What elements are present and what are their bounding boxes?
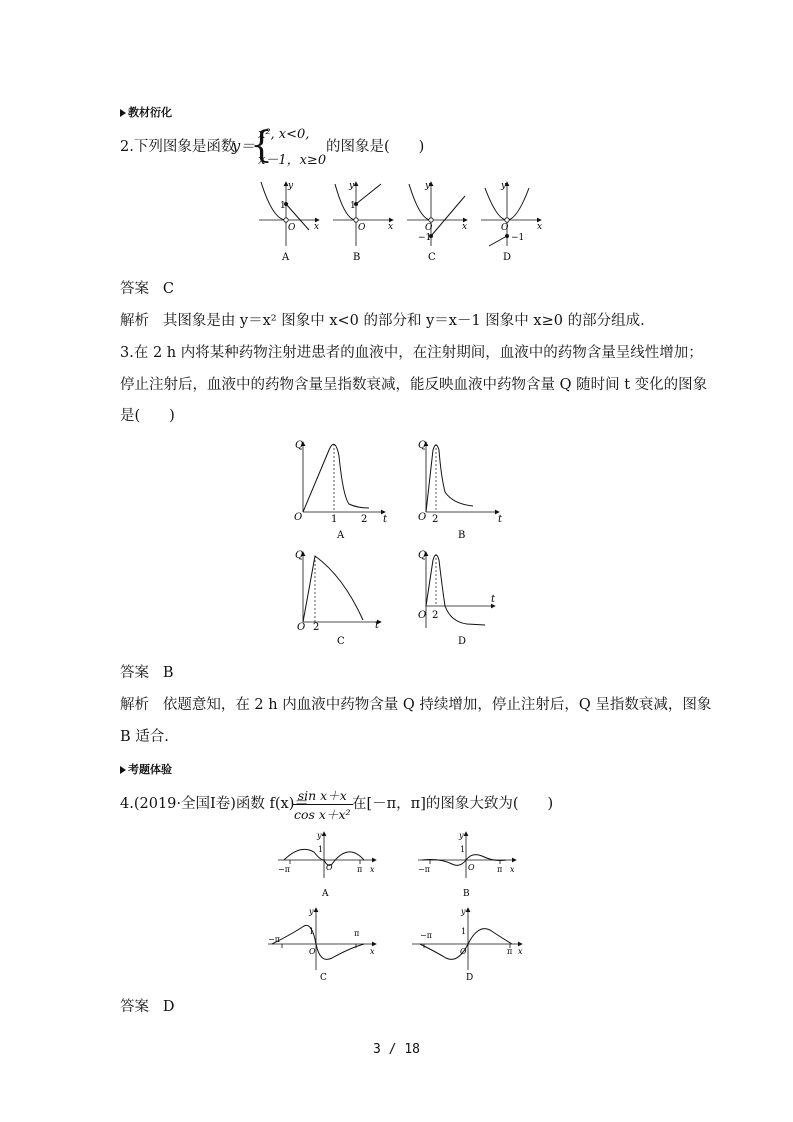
svg-text:x: x	[462, 222, 468, 232]
q4-stem-suffix: 在[－π，π]的图象大致为( )	[352, 796, 554, 812]
svg-text:t: t	[375, 620, 380, 631]
svg-text:A: A	[282, 252, 290, 263]
q2-stem-prefix: 2.下列图象是函数	[120, 139, 236, 155]
svg-text:D: D	[466, 973, 474, 983]
triangle-bullet-icon	[120, 766, 126, 774]
q2-stem-suffix: 的图象是( )	[326, 139, 425, 155]
svg-text:y: y	[309, 907, 314, 916]
q3-graphs	[285, 436, 515, 654]
q4-graph-a	[278, 831, 376, 899]
svg-text:1: 1	[309, 927, 315, 936]
analysis-text: 其图象是由 y＝x² 图象中 x<0 的部分和 y＝x－1 图象中 x≥0 的部分组成.	[162, 313, 645, 329]
svg-text:x: x	[370, 865, 375, 874]
svg-text:t: t	[491, 594, 496, 605]
svg-text:t: t	[498, 514, 503, 525]
svg-text:1: 1	[350, 201, 356, 211]
svg-text:A: A	[322, 889, 329, 899]
q3-stem-line3: 是( )	[120, 408, 175, 424]
answer-label: 答案	[120, 281, 149, 297]
svg-text:y: y	[461, 907, 466, 916]
svg-text:y: y	[501, 181, 507, 191]
q3-graph-c	[295, 550, 381, 647]
svg-text:A: A	[337, 530, 345, 541]
svg-text:O: O	[460, 947, 467, 956]
q3-analysis-line1	[120, 697, 711, 714]
svg-text:y: y	[288, 181, 294, 191]
page-number: 3 / 18	[373, 1042, 420, 1057]
q4-answer	[120, 999, 174, 1016]
svg-text:O: O	[358, 223, 366, 233]
svg-text:y: y	[459, 831, 464, 840]
svg-text:1: 1	[461, 927, 467, 936]
q4-numerator: sin x＋x	[292, 786, 353, 805]
triangle-bullet-icon	[120, 109, 126, 117]
svg-text:−1: −1	[418, 233, 432, 243]
svg-text:O: O	[468, 863, 475, 872]
svg-text:y: y	[317, 831, 322, 840]
svg-text:−π: −π	[268, 935, 280, 944]
svg-text:π: π	[354, 929, 360, 938]
svg-text:O: O	[418, 610, 427, 621]
q4-graph-b	[418, 831, 516, 899]
q4-graph-d	[412, 907, 523, 983]
svg-text:Q: Q	[295, 440, 304, 451]
svg-text:D: D	[503, 252, 512, 263]
svg-text:D: D	[458, 636, 467, 647]
svg-text:−π: −π	[418, 865, 430, 874]
svg-text:B: B	[458, 530, 466, 541]
svg-text:1: 1	[460, 845, 466, 854]
svg-text:π: π	[497, 865, 503, 874]
q4-graphs	[260, 830, 540, 986]
svg-text:x: x	[314, 222, 320, 232]
q4-denominator: cos x＋x²	[294, 807, 351, 822]
svg-text:1: 1	[331, 514, 338, 525]
svg-text:t: t	[383, 514, 388, 525]
analysis-label: 解析	[120, 697, 149, 713]
answer-label: 答案	[120, 665, 149, 681]
svg-text:B: B	[353, 252, 361, 263]
svg-text:Q: Q	[418, 550, 427, 561]
q2-answer	[120, 281, 174, 298]
answer-value: C	[162, 281, 174, 297]
svg-text:C: C	[337, 636, 345, 647]
svg-text:−1: −1	[511, 233, 525, 243]
q4-fraction	[292, 786, 353, 823]
svg-text:x: x	[370, 947, 375, 956]
q2-graph-b	[333, 181, 393, 263]
q2-case1: x², x<0,	[258, 127, 310, 142]
svg-text:2: 2	[361, 514, 368, 525]
q3-analysis-line2: B 适合.	[120, 729, 169, 745]
q2-analysis	[120, 313, 645, 330]
q2-case2: x－1，x≥0	[258, 153, 327, 168]
svg-text:x: x	[537, 222, 543, 232]
svg-text:2: 2	[432, 610, 439, 621]
answer-value: D	[162, 999, 175, 1015]
svg-text:x: x	[510, 865, 515, 874]
svg-text:2: 2	[432, 514, 439, 525]
svg-text:y: y	[425, 181, 431, 191]
q4-graph-c	[268, 907, 376, 983]
svg-text:O: O	[309, 947, 316, 956]
svg-text:1: 1	[318, 845, 324, 854]
q3-answer	[120, 665, 173, 682]
q3-stem-line2: 停止注射后，血液中的药物含量呈指数衰减，能反映血液中药物含量 Q 随时间 t 变化的图象	[120, 377, 708, 393]
svg-text:−π: −π	[420, 931, 432, 940]
q2-graph-d	[481, 181, 542, 263]
section-header-exam: 考题体验	[120, 761, 172, 777]
svg-text:O: O	[425, 223, 433, 233]
svg-text:x: x	[518, 947, 523, 956]
analysis-text: 依题意知，在 2 h 内血液中药物含量 Q 持续增加，停止注射后，Q 呈指数衰减，图象	[162, 697, 712, 713]
svg-text:2: 2	[313, 622, 320, 633]
q4-stem-prefix: 4.(2019·全国Ⅰ卷)函数 f(x)＝	[120, 796, 309, 812]
svg-text:Q: Q	[418, 440, 427, 451]
q2-graph-a	[259, 181, 319, 263]
svg-text:C: C	[428, 252, 436, 263]
svg-text:C: C	[320, 973, 327, 983]
q3-graph-a	[294, 440, 388, 541]
svg-text:O: O	[297, 622, 306, 633]
svg-text:B: B	[463, 889, 470, 899]
answer-label: 答案	[120, 999, 149, 1015]
q3-stem-line1: 3.在 2 h 内将某种药物注射进患者的血液中，在注射期间，血液中的药物含量呈线性增加；	[120, 345, 703, 361]
section-header-textbook: 教材衍化	[120, 104, 172, 120]
q2-y-eq: y＝	[232, 139, 255, 155]
q2-brace: {	[250, 125, 273, 166]
svg-text:π: π	[357, 865, 363, 874]
svg-text:O: O	[294, 512, 303, 523]
svg-text:Q: Q	[295, 550, 304, 561]
svg-text:x: x	[388, 222, 394, 232]
q3-graph-d	[418, 550, 496, 647]
q2-graph-c	[407, 181, 467, 263]
svg-text:−π: −π	[278, 865, 290, 874]
svg-text:y: y	[349, 181, 355, 191]
q2-graphs	[245, 178, 585, 266]
answer-value: B	[162, 665, 174, 681]
svg-text:O: O	[326, 863, 333, 872]
svg-text:π: π	[507, 947, 513, 956]
svg-text:O: O	[501, 223, 509, 233]
svg-text:O: O	[418, 512, 427, 523]
svg-text:1: 1	[280, 201, 286, 211]
q3-graph-b	[418, 440, 503, 541]
analysis-label: 解析	[120, 313, 149, 329]
svg-text:O: O	[288, 223, 296, 233]
